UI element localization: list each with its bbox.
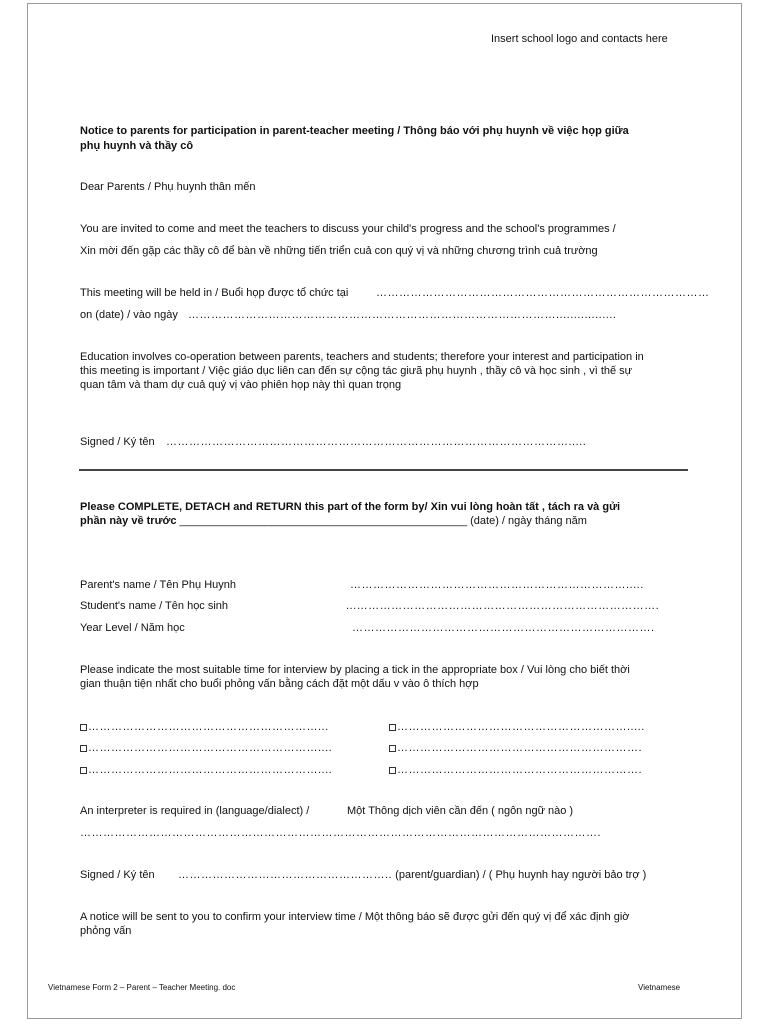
indicate-line1: Please indicate the most suitable time for interview by placing a tick in the appropriate box / Vui lòng cho biết thời — [80, 664, 630, 676]
invite-line2: Xin mời đến gặp các thầy cô để bàn về những tiến triển cuả con quý vị và những chương trình cuả trường — [80, 245, 598, 257]
footer-language: Vietnamese — [638, 983, 681, 992]
parent-name-field[interactable]: ………………………………………………………………..... — [350, 579, 644, 591]
checkbox[interactable] — [80, 745, 87, 752]
held-in-label: This meeting will be held in / Buổi họp được tổ chức tại — [80, 287, 349, 299]
on-date-label: on (date) / vào ngày — [80, 309, 178, 321]
footer-filename: Vietnamese Form 2 – Parent – Teacher Meeting. doc — [48, 983, 236, 992]
student-name-field[interactable]: ...……………………………………………………………………. — [346, 600, 660, 612]
time-slot-left-2[interactable]: …………………………………………………….... — [80, 742, 332, 754]
time-slot-right-3[interactable]: ………………………………………………………. — [389, 764, 642, 776]
detach-divider — [79, 469, 688, 471]
interpreter-label: An interpreter is required in (language/dialect) / — [80, 805, 310, 817]
signed2-label: Signed / Ký tên — [80, 869, 155, 881]
time-slot-right-2[interactable]: ………………………………………………………. — [389, 742, 642, 754]
interpreter-label-vi: Một Thông dịch viên cần đến ( ngôn ngữ nào ) — [347, 805, 574, 817]
signed2-field[interactable]: ……………………………………………….. — [178, 869, 393, 881]
parent-name-label: Parent's name / Tên Phụ Huynh — [80, 579, 236, 591]
year-level-field[interactable]: ……………………………………………………………………. — [352, 622, 655, 634]
signed2-role: (parent/guardian) / ( Phụ huynh hay người bảo trợ ) — [392, 869, 647, 881]
time-slot-right-1[interactable]: ……………………………………………………..... — [389, 721, 645, 733]
checkbox[interactable] — [389, 745, 396, 752]
invite-line1: You are invited to come and meet the teachers to discuss your child's progress and the school's programmes / — [80, 223, 616, 235]
on-date-field[interactable]: ……………………………………………………………………………………................. — [188, 309, 617, 321]
return-title-line2 — [80, 515, 587, 527]
student-name-label: Student's name / Tên học sinh — [80, 600, 229, 612]
logo-placeholder-text: Insert school logo and contacts here — [491, 33, 668, 45]
time-slot-left-1[interactable]: ……………………………………………………... — [80, 721, 329, 733]
education-line1: Education involves co-operation between parents, teachers and students; therefore your interest and participation in — [80, 351, 644, 363]
checkbox[interactable] — [389, 724, 396, 731]
education-line2: this meeting is important / Việc giáo dục liên can đến sự cộng tác giưã phụ huynh , thầy cô và học sinh , vì thế sự — [80, 365, 633, 377]
return-title-line1: Please COMPLETE, DETACH and RETURN this part of the form by/ Xin vui lòng hoàn tất , tách ra và gửi — [80, 501, 621, 513]
checkbox[interactable] — [80, 724, 87, 731]
checkbox[interactable] — [389, 767, 396, 774]
notice-title-line2: phụ huynh và thầy cô — [80, 140, 194, 152]
signed-field[interactable]: ……………………………………………………………………………………………..... — [166, 436, 587, 448]
return-date-field[interactable]: _______________________________________________ — [179, 515, 468, 527]
return-date-label: (date) / ngày tháng năm — [467, 515, 587, 527]
education-line3: quan tâm và tham dự cuả quý vị vào phiên họp này thì quan trọng — [80, 379, 402, 391]
time-slot-left-3[interactable]: …………………………………………………….... — [80, 764, 332, 776]
signed2-row — [178, 869, 646, 881]
checkbox[interactable] — [80, 767, 87, 774]
interpreter-field[interactable]: ………………………………………………………………………………………………………………………. — [80, 827, 602, 839]
greeting: Dear Parents / Phụ huynh thân mến — [80, 181, 256, 193]
signed-label: Signed / Ký tên — [80, 436, 155, 448]
held-in-field[interactable]: …………………………………………………………………………… — [376, 287, 710, 299]
confirm-line1: A notice will be sent to you to confirm your interview time / Một thông báo sẽ được gửi đến quý vị để xác định giờ — [80, 911, 630, 923]
year-level-label: Year Level / Năm học — [80, 622, 185, 634]
notice-title-line1: Notice to parents for participation in parent-teacher meeting / Thông báo với phụ huynh về việc họp giữa — [80, 125, 629, 137]
confirm-line2: phỏng vấn — [80, 925, 132, 937]
indicate-line2: gian thuận tiện nhất cho buổi phỏng vấn bằng cách đặt một dấu v vào ô thích hợp — [80, 678, 479, 690]
return-title-prefix: phần này về trước — [80, 515, 177, 527]
